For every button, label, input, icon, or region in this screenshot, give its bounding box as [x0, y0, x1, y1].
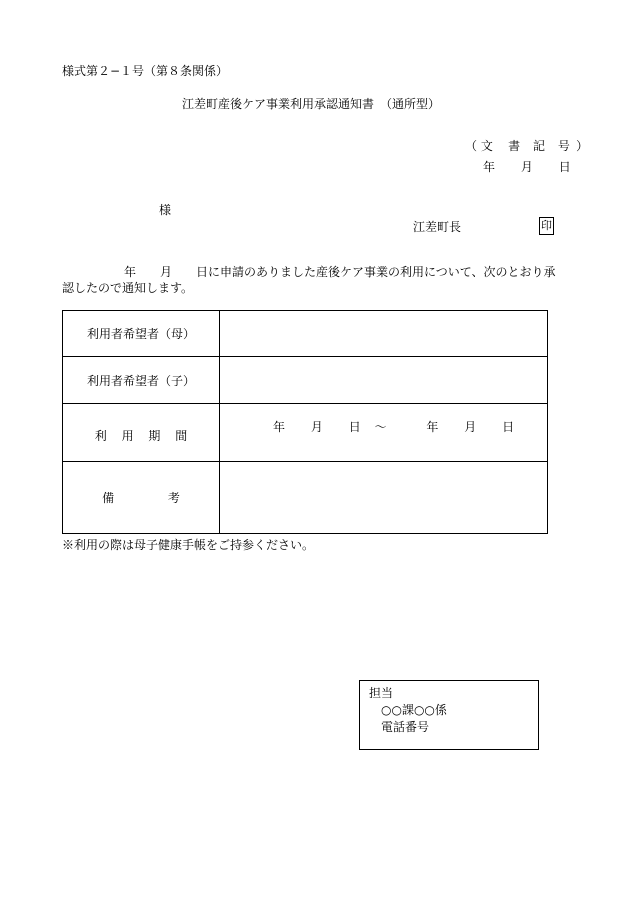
period-label-char: 間 [175, 429, 188, 443]
remarks-label-char: 考 [167, 491, 180, 505]
period-label-char: 期 [148, 429, 161, 443]
form-number: 様式第２−１号（第８条関係） [62, 64, 229, 78]
mother-label: 利用者希望者（母） [63, 311, 220, 357]
doc-number-char: 書 [508, 139, 521, 153]
table-row [63, 357, 548, 404]
body-year: 年 [124, 265, 137, 279]
approval-table [62, 310, 548, 534]
date-day: 日 [558, 160, 571, 174]
table-row [63, 311, 548, 357]
body-month: 月 [160, 265, 173, 279]
table-row [63, 404, 548, 462]
document-number [465, 139, 588, 153]
period-day-to: 日 [502, 420, 515, 434]
doc-number-char: 記 [532, 139, 545, 153]
contact-section: ○○課○○係 [381, 703, 447, 717]
remarks-label [63, 462, 220, 534]
doc-number-char: 文 [480, 139, 493, 153]
child-label: 利用者希望者（子） [63, 357, 220, 404]
period-day-from: 日 [348, 420, 361, 434]
contact-person-label: 担当 [369, 686, 394, 700]
period-year-from: 年 [273, 420, 286, 434]
period-value [220, 404, 548, 462]
addressee-suffix: 様 [159, 203, 172, 217]
doc-number-close: ） [576, 139, 589, 153]
date-month: 月 [520, 160, 533, 174]
date-year: 年 [483, 160, 496, 174]
table-row [63, 462, 548, 534]
mother-value [220, 311, 548, 357]
body-text: 日に申請のありました産後ケア事業の利用について、次のとおり承認したので通知します。 [62, 265, 556, 295]
notification-body [62, 264, 562, 296]
period-month-to: 月 [464, 420, 477, 434]
remarks-label-char: 備 [102, 491, 115, 505]
seal-mark: 印 [539, 217, 554, 235]
document-title: 江差町産後ケア事業利用承認通知書 （通所型） [182, 97, 441, 111]
remarks-value [220, 462, 548, 534]
period-label-char: 利 [94, 429, 107, 443]
notice-note: ※利用の際は母子健康手帳をご持参ください。 [62, 538, 315, 552]
period-month-from: 月 [310, 420, 323, 434]
doc-number-char: 号 [557, 139, 570, 153]
contact-phone-label: 電話番号 [381, 720, 430, 734]
period-label [63, 404, 220, 462]
period-label-char: 用 [121, 429, 134, 443]
child-value [220, 357, 548, 404]
issue-date [483, 160, 571, 174]
contact-box [359, 680, 539, 750]
period-separator: ～ [374, 420, 387, 434]
period-year-to: 年 [426, 420, 439, 434]
doc-number-open: （ [465, 139, 478, 153]
issuer-name: 江差町長 [413, 220, 462, 234]
